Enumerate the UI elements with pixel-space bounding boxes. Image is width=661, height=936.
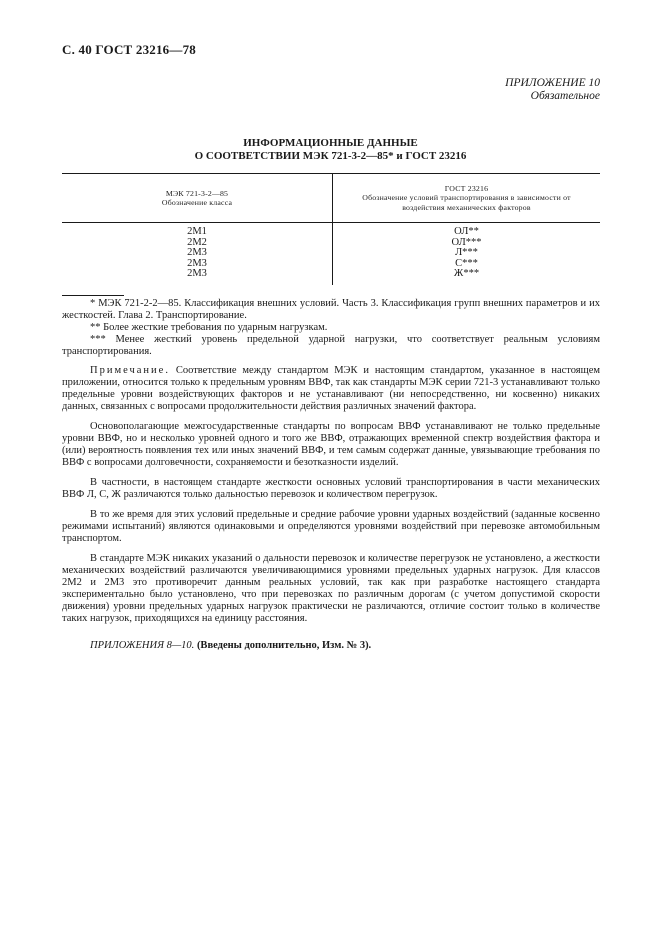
note-text: Соответствие между стандартом МЭК и настоящим стандартом, указанное в настоящем приложении, относится только к предельным уровням ВВФ, так как стандарты МЭК серии 721-3 устанавливают только предельные уровни воздействующих факторов и не устанавливают (ни непосредственно, ни косвенно) никаких данных, связанных с вопросами продолжительности действия различных значений фактора. (62, 365, 600, 412)
header-gost-desc-2: воздействия механических факторов (402, 202, 531, 212)
paragraph-4: В стандарте МЭК никаких указаний о дальности перевозок и количестве перегрузок не установлено, а жесткости механических воздействий различаются увеличивающимися уровнями предельных ударных нагрузок. Для классов 2М2 и 2М3 это противоречит данным реальных условий, так как при разработке настоящего стандарта экспериментально было установлено, что при перевозках по различным дорогам (с учетом допустимой скорости движения) уровни предельных ударных нагрузок практически не различаются, отличие состоит только в количестве таких нагрузок, приходящихся на единицу расстояния. (62, 553, 600, 624)
table-cell-gost: ОЛ** (454, 226, 479, 237)
appendix-status: Обязательное (530, 90, 600, 102)
correspondence-table (62, 173, 600, 285)
gost-condition-column (333, 223, 601, 285)
title-line-1: ИНФОРМАЦИОННЫЕ ДАННЫЕ (243, 137, 418, 149)
closing-amendment: (Введены дополнительно, Изм. № 3). (194, 640, 372, 651)
table-cell-gost: С*** (455, 257, 478, 269)
note-label: Примечание. (90, 365, 170, 376)
table-cell-iec: 2M1 (187, 226, 207, 237)
page-reference: С. 40 ГОСТ 23216—78 (62, 42, 196, 57)
table-cell-iec: 2M3 (187, 268, 207, 279)
document-title (0, 137, 661, 162)
footnote-2: ** Более жесткие требования по ударным нагрузкам. (90, 322, 328, 333)
footnote-1: * МЭК 721-2-2—85. Классификация внешних условий. Часть 3. Классификация групп внешних параметров и их жесткостей. Глава 2. Транспортирование. (62, 298, 600, 321)
iec-class-column (62, 223, 333, 285)
header-iec-standard: МЭК 721-3-2—85 (165, 188, 229, 198)
footnote-divider (62, 295, 124, 296)
paragraph-3: В то же время для этих условий предельные и средние рабочие уровни ударных воздействий (заданные косвенно режимами испытаний) являются одинаковыми и определяются уровнями воздействий при перевозке автомобильным транспортом. (62, 509, 600, 544)
table-cell-gost: Ж*** (453, 268, 480, 279)
table-cell-iec: 2M3 (187, 247, 207, 258)
paragraph-1: Основополагающие межгосударственные стандарты по вопросам ВВФ устанавливают не только предельные уровни ВВФ, но и несколько уровней одного и того же ВВФ, отражающих временной спектр воздействия фактора и (или) вероятность появления тех или иных значений ВВФ, и тем самым содержат данные, увязывающие требования по ВВФ с вопросами долговечности, сохраняемости и безотказности изделий. (62, 421, 600, 468)
table-cell-iec: 2M3 (187, 257, 207, 269)
paragraph-2: В частности, в настоящем стандарте жесткости основных условий транспортирования в части механических ВВФ Л, С, Ж различаются только дальностью перевозок и количеством перегрузок. (62, 477, 600, 500)
appendix-label: ПРИЛОЖЕНИЕ 10 (505, 77, 600, 89)
title-line-2: О СООТВЕТСТВИИ МЭК 721-3-2—85* и ГОСТ 23216 (194, 149, 467, 162)
header-gost-desc-1: Обозначение условий транспортирования в зависимости от (362, 193, 571, 203)
table-header-row (62, 174, 600, 223)
table-cell-gost: Л*** (455, 247, 478, 258)
closing-note (62, 640, 600, 652)
header-cell-gost (333, 174, 601, 223)
table-cell-gost: ОЛ*** (451, 236, 482, 248)
footnote-3: *** Менее жесткий уровень предельной ударной нагрузки, что соответствует реальным условиям транспортирования. (62, 334, 600, 357)
header-cell-iec (62, 174, 333, 223)
header-gost-standard: ГОСТ 23216 (444, 183, 489, 193)
body-text (62, 298, 600, 652)
table-cell-iec: 2M2 (187, 236, 207, 248)
note-paragraph (62, 365, 600, 413)
appendix-header (505, 77, 600, 103)
table-body-row (62, 223, 600, 285)
closing-appendices: ПРИЛОЖЕНИЯ 8—10. (90, 640, 195, 651)
header-iec-class: Обозначение класса (161, 198, 233, 207)
